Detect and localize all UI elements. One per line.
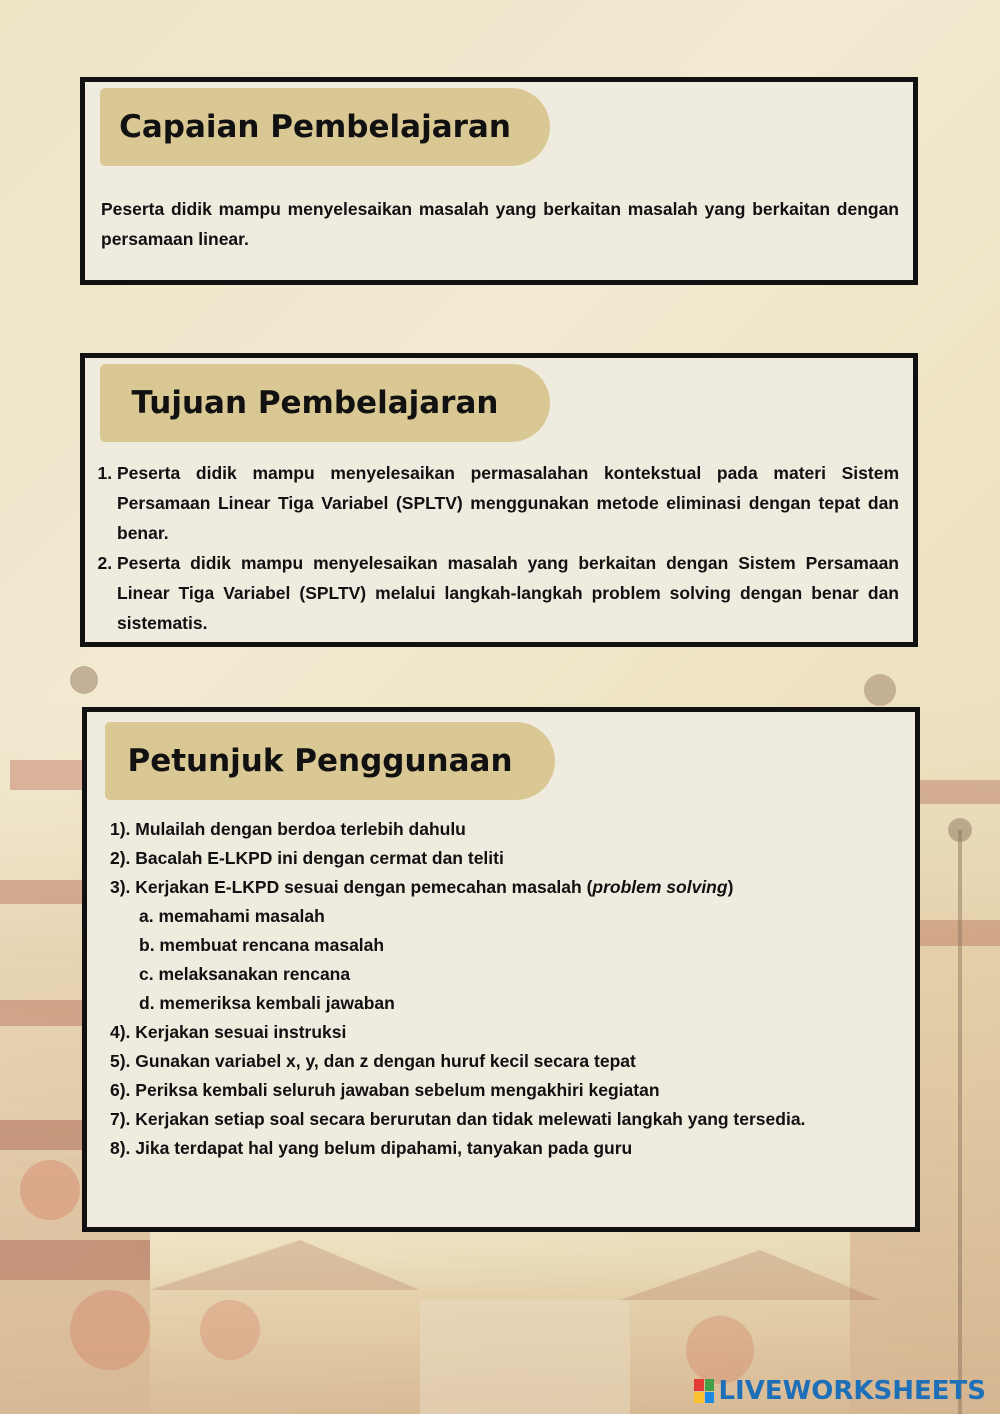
liveworksheets-watermark[interactable] bbox=[694, 1376, 986, 1406]
petunjuk-list bbox=[110, 815, 901, 1163]
petunjuk-sub-b: b. membuat rencana masalah bbox=[139, 935, 385, 955]
petunjuk-step-4: 4). Kerjakan sesuai instruksi bbox=[110, 1022, 347, 1042]
tujuan-panel bbox=[80, 353, 918, 647]
petunjuk-panel bbox=[82, 707, 920, 1232]
capaian-panel bbox=[80, 77, 918, 285]
capaian-text: Peserta didik mampu menyelesaikan masalah yang berkaitan masalah yang berkaitan dengan persamaan linear. bbox=[101, 199, 899, 249]
petunjuk-step-3 bbox=[110, 873, 901, 902]
petunjuk-step-8: 8). Jika terdapat hal yang belum dipahami, tanyakan pada guru bbox=[110, 1138, 633, 1158]
tujuan-item-2: 2. Peserta didik mampu menyelesaikan masalah yang berkaitan dengan Sistem Persamaan Linear Tiga Variabel (SPLTV) melalui langkah-langkah problem solving dengan benar dan sistematis. bbox=[117, 548, 899, 638]
tujuan-list bbox=[87, 458, 899, 638]
petunjuk-title: Petunjuk Penggunaan bbox=[105, 722, 555, 800]
petunjuk-sub-a: a. memahami masalah bbox=[139, 906, 325, 926]
petunjuk-step-1: 1). Mulailah dengan berdoa terlebih dahulu bbox=[110, 819, 466, 839]
petunjuk-step-2: 2). Bacalah E-LKPD ini dengan cermat dan teliti bbox=[110, 848, 504, 868]
step-3-suffix: ) bbox=[727, 877, 734, 897]
petunjuk-sub-d: d. memeriksa kembali jawaban bbox=[139, 993, 395, 1013]
liveworksheets-logo-icon bbox=[694, 1379, 714, 1403]
capaian-title: Capaian Pembelajaran bbox=[100, 88, 550, 166]
watermark-text: LIVEWORKSHEETS bbox=[718, 1376, 986, 1406]
petunjuk-step-6: 6). Periksa kembali seluruh jawaban sebelum mengakhiri kegiatan bbox=[110, 1080, 660, 1100]
petunjuk-sub-c: c. melaksanakan rencana bbox=[139, 964, 351, 984]
petunjuk-step-5: 5). Gunakan variabel x, y, dan z dengan huruf kecil secara tepat bbox=[110, 1051, 636, 1071]
step-3-prefix: 3). Kerjakan E-LKPD sesuai dengan pemecahan masalah ( bbox=[110, 877, 593, 897]
tujuan-item-1: 1. Peserta didik mampu menyelesaikan permasalahan kontekstual pada materi Sistem Persamaan Linear Tiga Variabel (SPLTV) menggunakan metode eliminasi dengan tepat dan benar. bbox=[117, 458, 899, 548]
petunjuk-step-7: 7). Kerjakan setiap soal secara berurutan dan tidak melewati langkah yang tersedia. bbox=[110, 1109, 806, 1129]
tujuan-title: Tujuan Pembelajaran bbox=[100, 364, 550, 442]
step-3-emphasis: problem solving bbox=[592, 877, 728, 897]
